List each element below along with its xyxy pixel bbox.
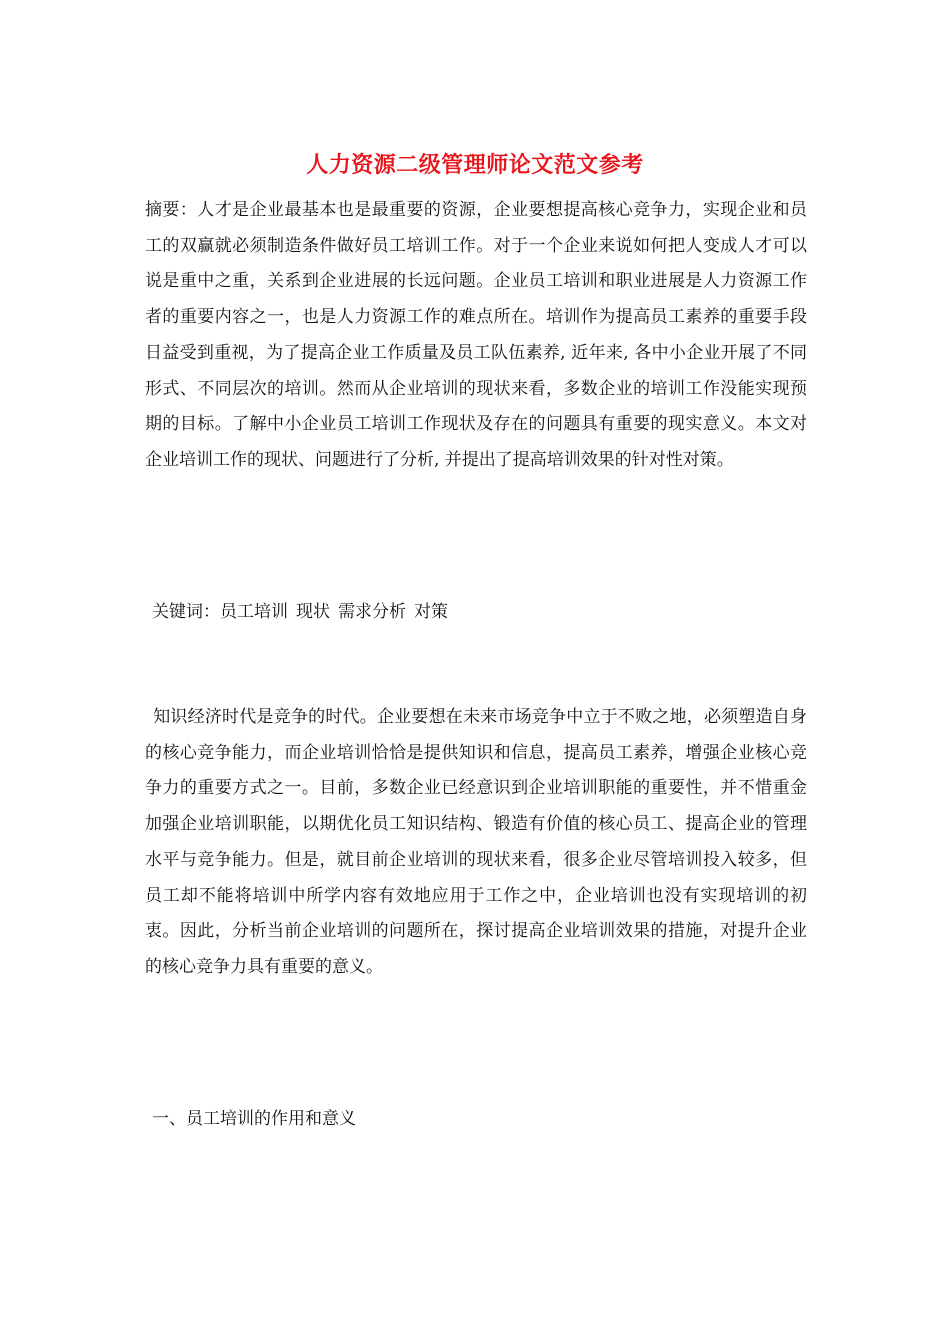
section-heading: 一、员工培训的作用和意义 [152, 1109, 356, 1129]
keywords-label: 关键词： [152, 602, 220, 622]
keywords-line [152, 595, 807, 631]
document-title: 人力资源二级管理师论文范文参考 [306, 152, 644, 178]
keyword-1: 员工培训 [220, 602, 288, 622]
body-paragraph-text: 知识经济时代是竞争的时代。企业要想在未来市场竞争中立于不败之地，必须塑造自身的核心竞争能力，而企业培训恰恰是提供知识和信息，提高员工素养，增强企业核心竞争力的重要方式之一。目前，多数企业已经意识到企业培训职能的重要性，并不惜重金加强企业培训职能，以期优化员工知识结构、锻造有价值的核心员工、提高企业的管理水平与竞争能力。但是，就目前企业培训的现状来看，很多企业尽管培训投入较多，但员工却不能将培训中所学内容有效地应用于工作之中，企业培训也没有实现培训的初衷。因此，分析当前企业培训的问题所在，探讨提高企业培训效果的措施，对提升企业的核心竞争力具有重要的意义。 [145, 707, 807, 977]
keyword-2: 现状 [296, 602, 330, 622]
keyword-4: 对策 [414, 602, 448, 622]
body-paragraph [145, 700, 807, 986]
abstract-paragraph: 摘要：人才是企业最基本也是最重要的资源，企业要想提高核心竞争力，实现企业和员工的双赢就必须制造条件做好员工培训工作。对于一个企业来说如何把人变成人才可以说是重中之重，关系到企业进展的长远问题。企业员工培训和职业进展是人力资源工作者的重要内容之一，也是人力资源工作的难点所在。培训作为提高员工素养的重要手段日益受到重视，为了提高企业工作质量及员工队伍素养, 近年来, 各中小企业开展了不同形式、不同层次的培训。然而从企业培训的现状来看，多数企业的培训工作没能实现预期的目标。了解中小企业员工培训工作现状及存在的问题具有重要的现实意义。本文对企业培训工作的现状、问题进行了分析, 并提出了提高培训效果的针对性对策。 [145, 200, 807, 470]
keyword-3: 需求分析 [338, 602, 406, 622]
